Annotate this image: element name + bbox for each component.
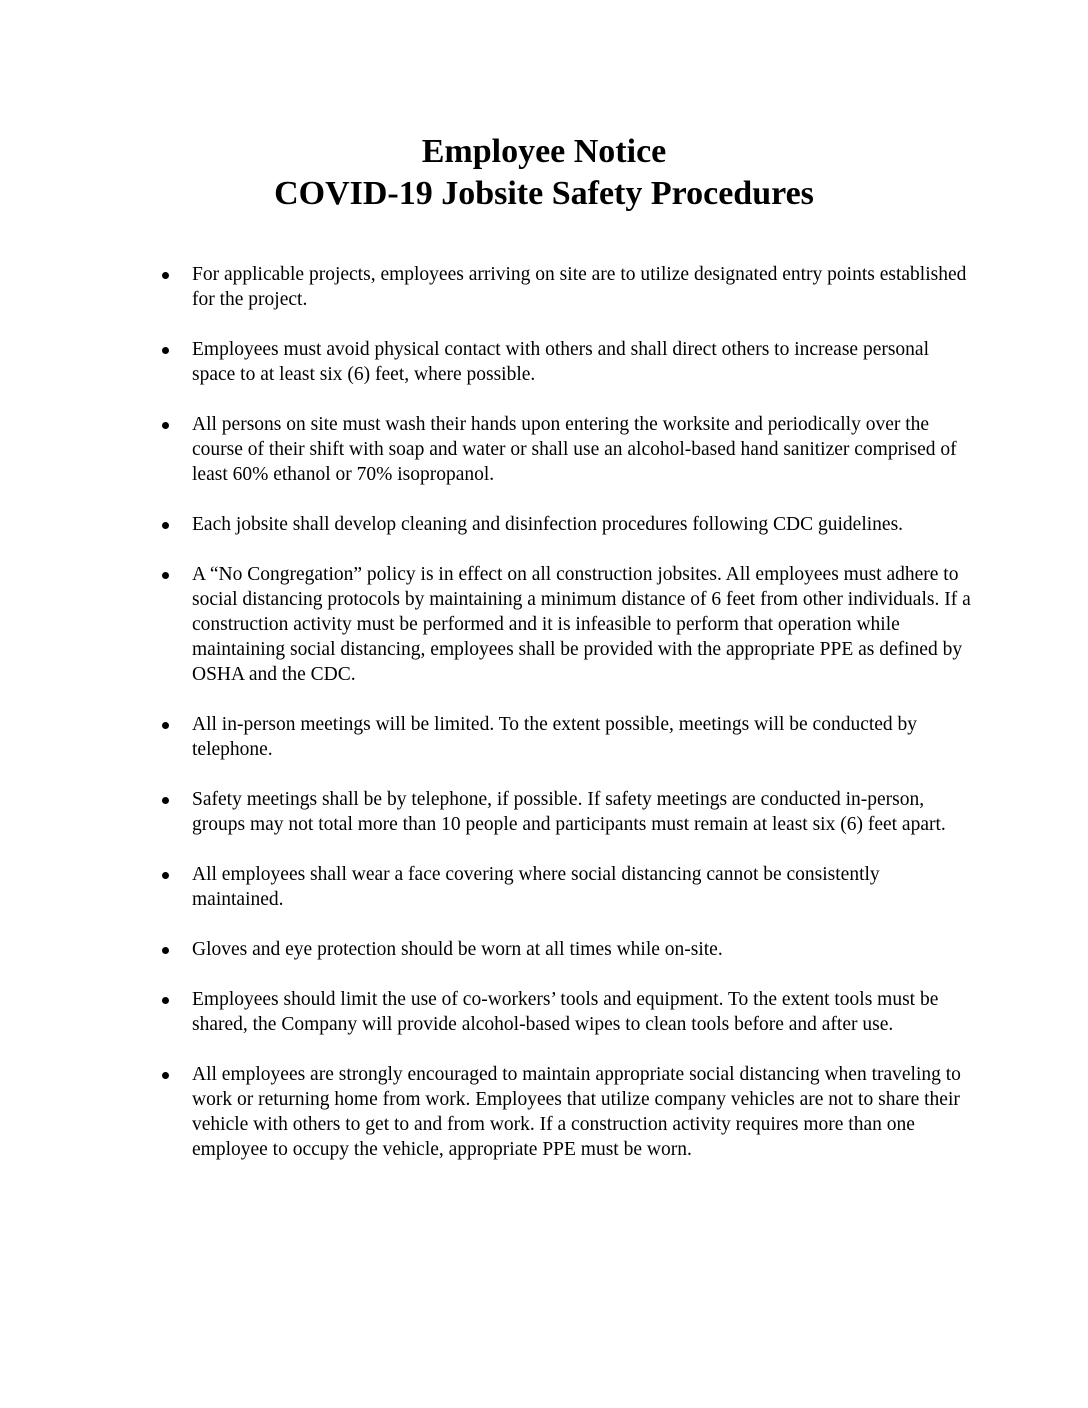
list-item-text: All persons on site must wash their hands upon entering the worksite and periodically over the course of their shift with soap and water or shall use an alcohol-based hand sanitizer comprised of least 60% ethanol or 70% isopropanol.: [192, 414, 957, 485]
list-item-text: A “No Congregation” policy is in effect on all construction jobsites. All employees must adhere to social distancing protocols by maintaining a minimum distance of 6 feet from other individuals. If a construction activity must be performed and it is infeasible to perform that operation while maintaining social distancing, employees shall be provided with the appropriate PPE as defined by OSHA and the CDC.: [192, 564, 971, 685]
list-item: [162, 1062, 972, 1162]
bullet-icon: [162, 947, 169, 954]
bullet-icon: [162, 1072, 169, 1079]
list-item: [162, 862, 972, 912]
bullet-icon: [162, 422, 169, 429]
bullet-icon: [162, 997, 169, 1004]
bullet-icon: [162, 347, 169, 354]
title-line-employee-notice: Employee Notice: [421, 133, 667, 170]
bullet-icon: [162, 872, 169, 879]
list-item: [162, 987, 972, 1037]
list-item-text: All employees are strongly encouraged to maintain appropriate social distancing when traveling to work or returning home from work. Employees that utilize company vehicles are not to share their vehicle with others to get to and from work. If a construction activity requires more than one employee to occupy the vehicle, appropriate PPE must be worn.: [192, 1064, 961, 1160]
list-item: [162, 937, 972, 962]
bullet-icon: [162, 722, 169, 729]
title-line-procedures: COVID-19 Jobsite Safety Procedures: [274, 175, 814, 212]
list-item-text: Gloves and eye protection should be worn at all times while on-site.: [192, 939, 723, 960]
bullet-icon: [162, 522, 169, 529]
list-item-text: Safety meetings shall be by telephone, if possible. If safety meetings are conducted in-person, groups may not total more than 10 people and participants must remain at least six (6) feet apart.: [192, 789, 946, 835]
bullet-icon: [162, 572, 169, 579]
list-item-text: Each jobsite shall develop cleaning and disinfection procedures following CDC guidelines.: [192, 514, 904, 535]
list-item: [162, 512, 972, 537]
list-item: [162, 412, 972, 487]
list-item: [162, 337, 972, 387]
list-item-text: All in-person meetings will be limited. To the extent possible, meetings will be conducted by telephone.: [192, 714, 918, 760]
list-item-text: For applicable projects, employees arriving on site are to utilize designated entry points established for the project.: [192, 264, 967, 310]
document-title: [0, 131, 1088, 215]
bullet-icon: [162, 272, 169, 279]
list-item: [162, 262, 972, 312]
list-item-text: Employees should limit the use of co-workers’ tools and equipment. To the extent tools must be shared, the Company will provide alcohol-based wipes to clean tools before and after use.: [192, 989, 939, 1035]
list-item-text: All employees shall wear a face covering where social distancing cannot be consistently maintained.: [192, 864, 880, 910]
list-item: [162, 712, 972, 762]
list-item: [162, 787, 972, 837]
bullet-icon: [162, 797, 169, 804]
list-item: [162, 562, 972, 687]
procedures-list: [162, 262, 972, 1187]
list-item-text: Employees must avoid physical contact with others and shall direct others to increase personal space to at least six (6) feet, where possible.: [192, 339, 930, 385]
